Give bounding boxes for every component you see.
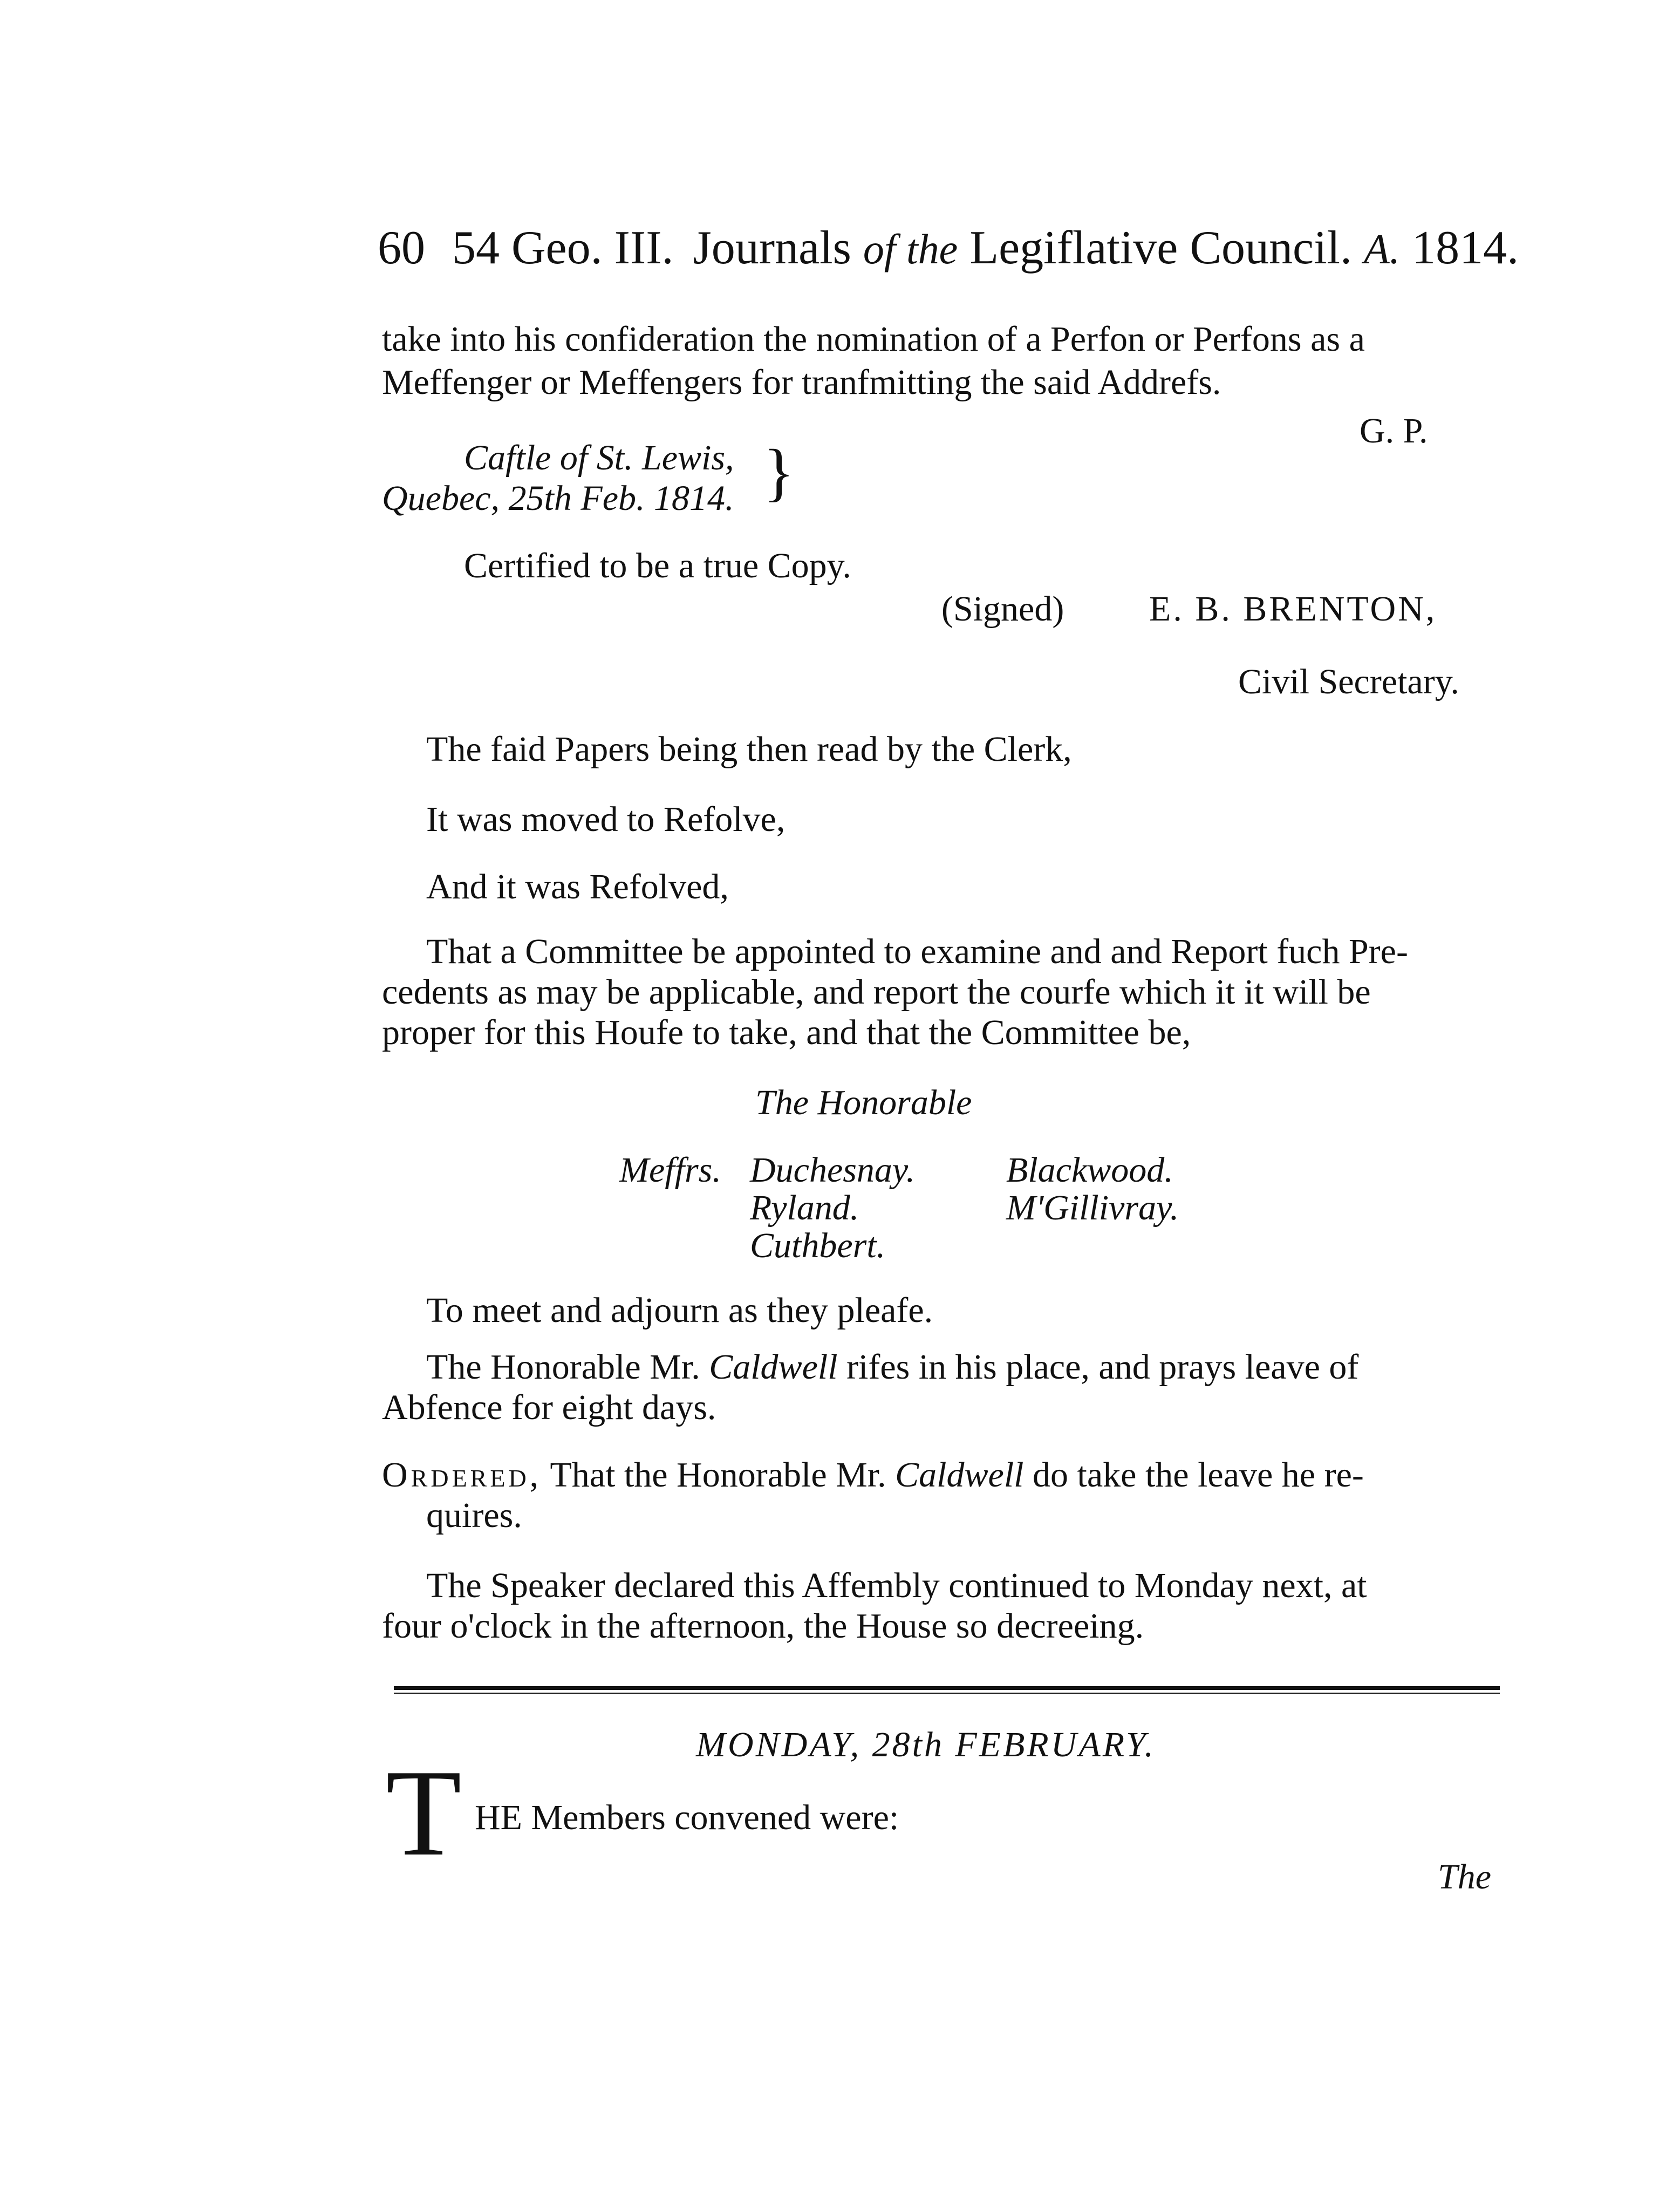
certified-line: Certified to be a true Copy. [464, 546, 851, 585]
ordered-label: Ordered, [382, 1455, 542, 1495]
signatory-name: E. B. BRENTON, [1149, 589, 1437, 629]
header-year: 1814. [1412, 222, 1519, 274]
proceedings-para-1: The faid Papers being then read by the Clerk, [426, 729, 1072, 769]
ordered-line-2: quires. [426, 1496, 522, 1535]
header-anno: A. [1364, 226, 1401, 272]
place-line-1: Caftle of St. Lewis, [464, 438, 734, 478]
resolution-line-2: cedents as may be applicable, and report the courfe which it it will be [382, 972, 1371, 1012]
ordered-text-a: That the Honorable Mr. [550, 1455, 886, 1495]
resolution-line-1: That a Committee be appointed to examine and and Report fuch Pre- [426, 932, 1408, 971]
catchword: The [1438, 1857, 1491, 1897]
date-heading: MONDAY, 28th FEBRUARY. [696, 1725, 1156, 1764]
signed-label: (Signed) [941, 589, 1064, 629]
message-line-2: Meffenger or Meffengers for tranfmitting the said Addrefs. [382, 363, 1221, 402]
header-of-the: of the [863, 226, 958, 272]
speaker-line-1: The Speaker declared this Affembly continued to Monday next, at [426, 1566, 1367, 1605]
caldwell-text-a: The Honorable Mr. [426, 1347, 700, 1387]
members-line: HE Members convened were: [475, 1798, 899, 1837]
header-journals: Journals [693, 222, 851, 274]
committee-member: Cuthbert. [750, 1226, 886, 1265]
committee-member: Duchesnay. [750, 1150, 916, 1190]
adjourn-line: To meet and adjourn as they pleafe. [426, 1291, 933, 1330]
signatory-title: Civil Secretary. [1238, 662, 1459, 701]
caldwell-name: Caldwell [709, 1347, 838, 1387]
committee-prefix: Meffrs. [619, 1150, 721, 1190]
resolution-line-3: proper for this Houfe to take, and that the Committee be, [382, 1013, 1191, 1052]
speaker-line-2: four o'clock in the afternoon, the House so decreeing. [382, 1606, 1144, 1646]
caldwell-text-b: rifes in his place, and prays leave of [846, 1347, 1359, 1387]
place-bracket: } [763, 436, 795, 508]
section-rule [394, 1686, 1500, 1690]
regnal-year: 54 Geo. III. [452, 222, 674, 274]
proceedings-para-2: It was moved to Refolve, [426, 800, 786, 839]
section-rule-thin [394, 1693, 1500, 1694]
committee-member: Blackwood. [1006, 1150, 1173, 1190]
proceedings-para-3: And it was Refolved, [426, 867, 729, 906]
ordered-line-1 [382, 1454, 1364, 1496]
header-title: Legiflative Council. [969, 222, 1352, 274]
message-initials: G. P. [1360, 411, 1428, 451]
ordered-text-b: do take the leave he re- [1033, 1455, 1364, 1495]
drop-cap: T [386, 1744, 462, 1881]
committee-heading: The Honorable [755, 1083, 972, 1122]
ordered-name: Caldwell [895, 1455, 1024, 1495]
place-line-2: Quebec, 25th Feb. 1814. [382, 479, 734, 518]
committee-member: Ryland. [750, 1188, 859, 1228]
caldwell-line-2: Abfence for eight days. [382, 1388, 716, 1427]
committee-member: M'Gillivray. [1006, 1188, 1179, 1228]
message-line-1: take into his confideration the nomination of a Perfon or Perfons as a [382, 319, 1365, 359]
page-number: 60 [378, 222, 425, 274]
running-header [378, 221, 1519, 276]
caldwell-line-1 [426, 1346, 1358, 1388]
